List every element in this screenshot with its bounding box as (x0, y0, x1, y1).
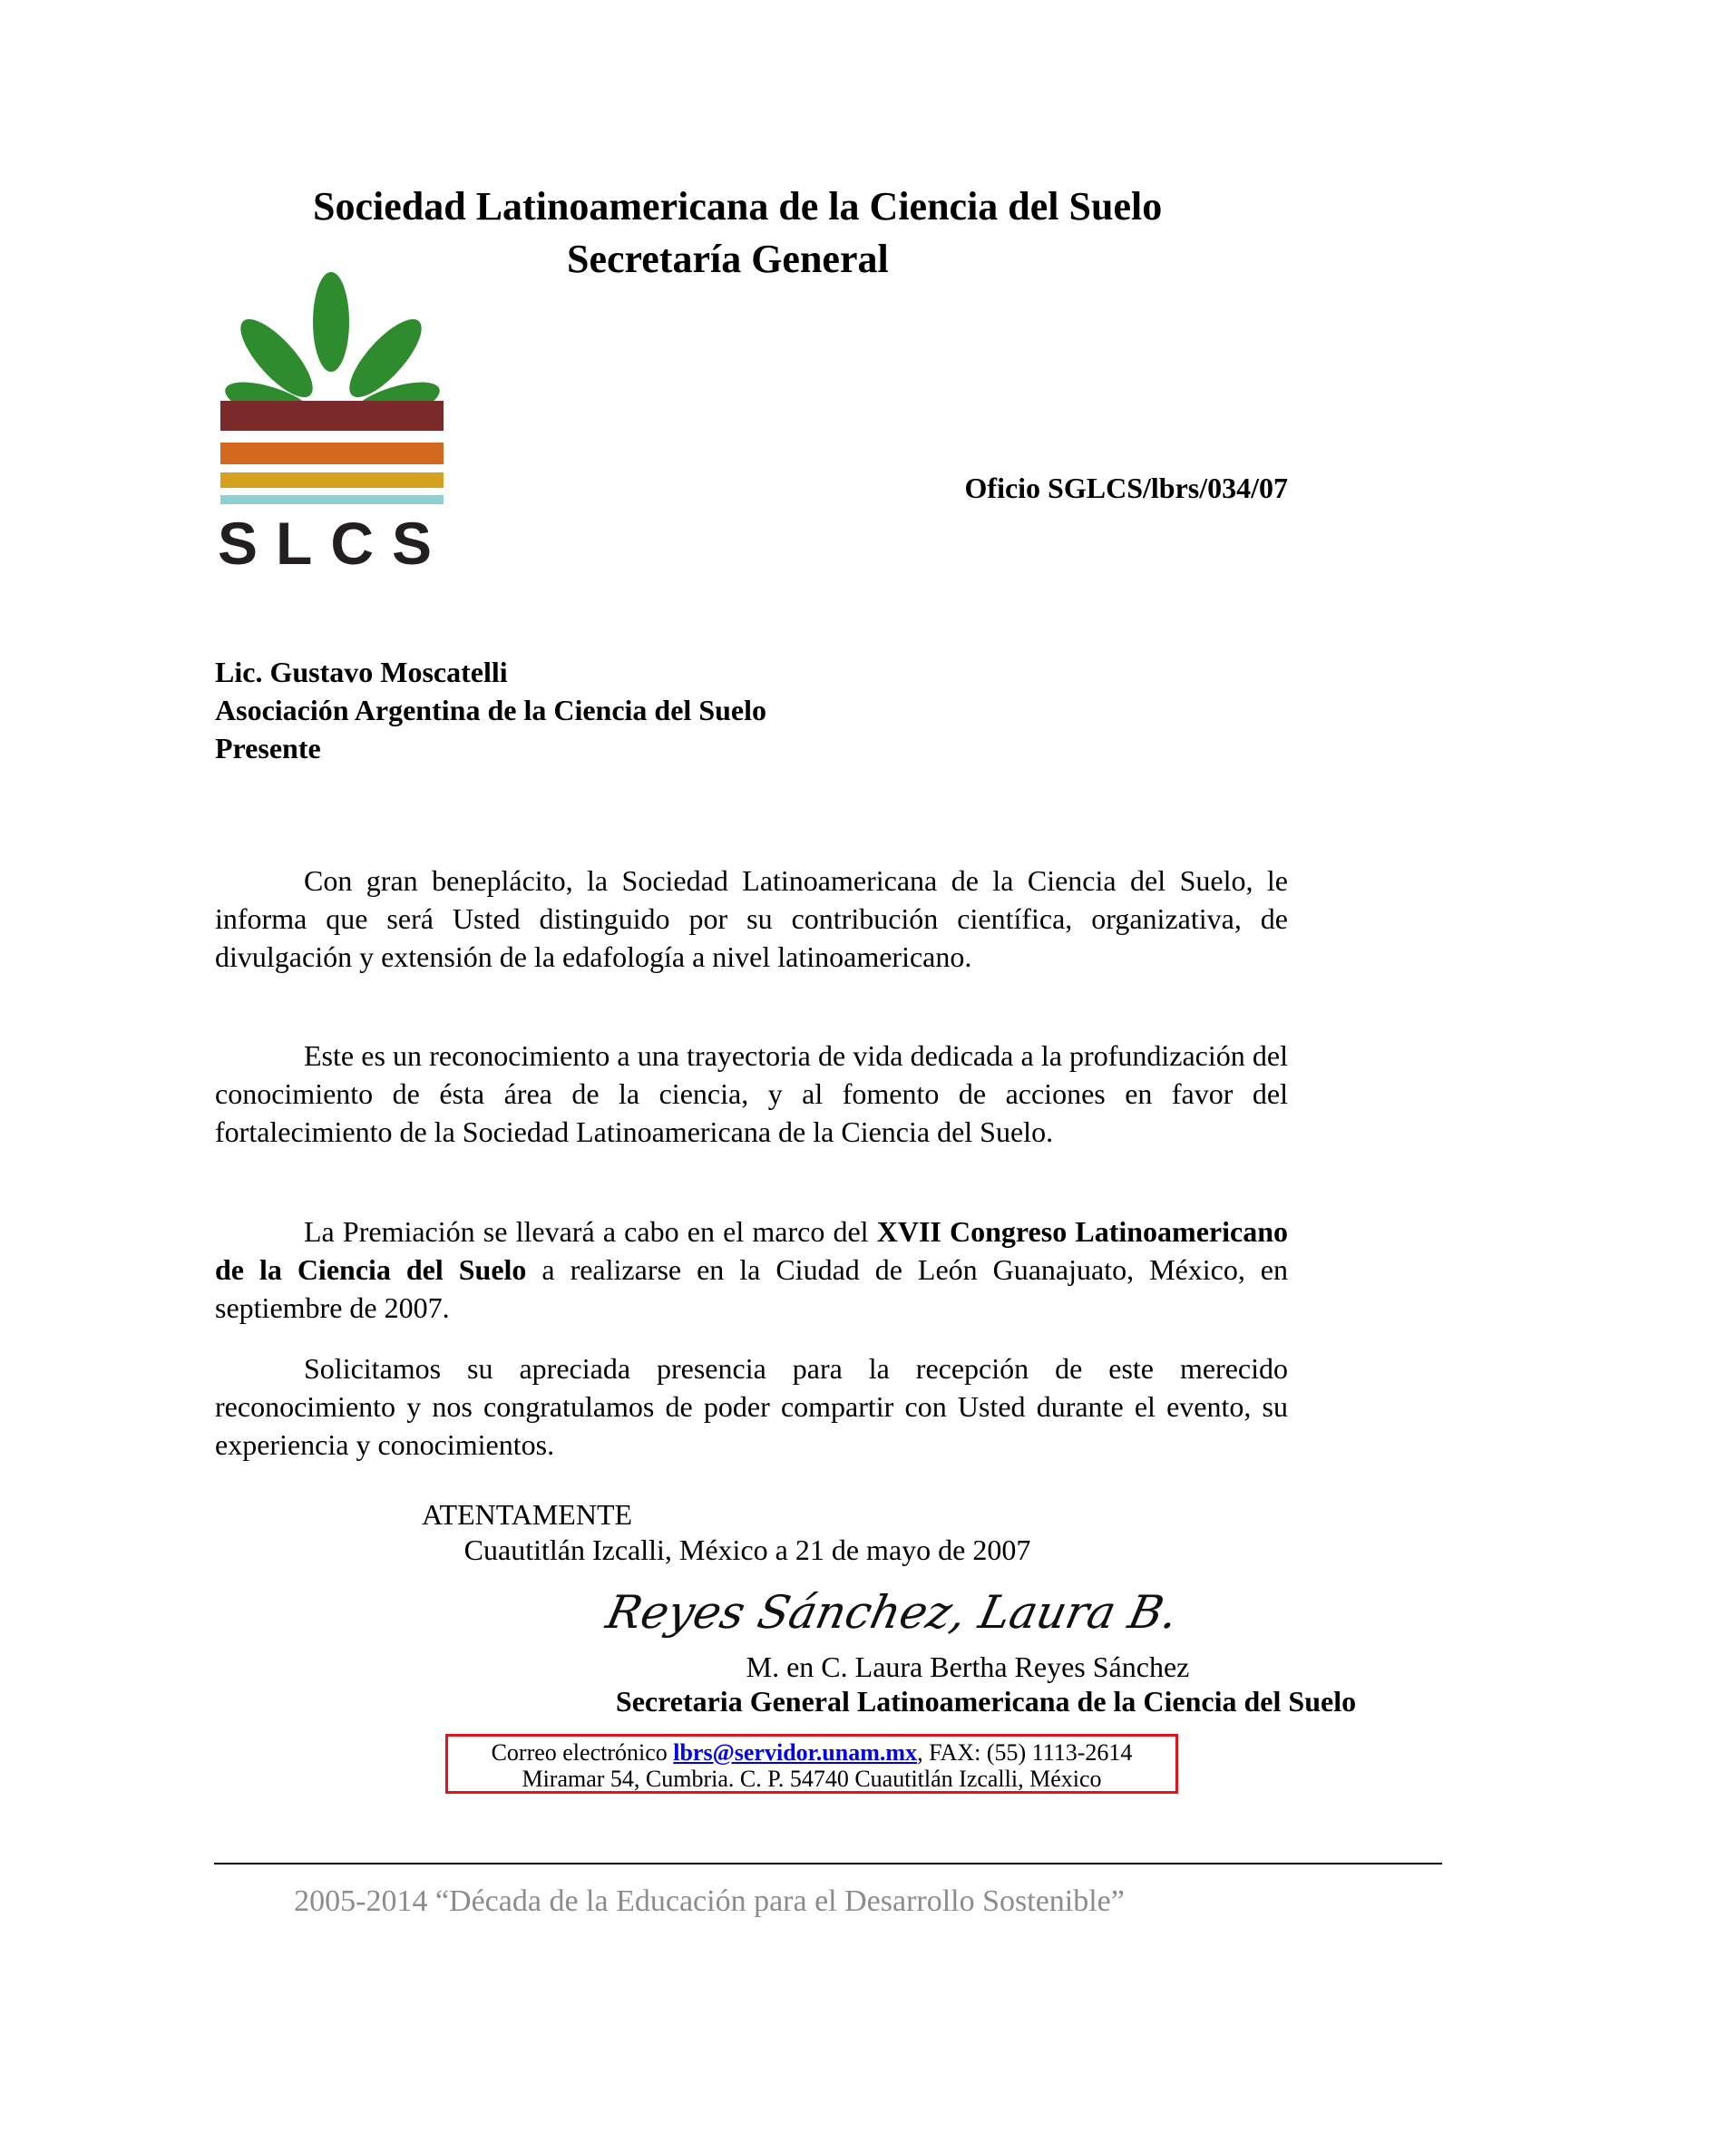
paragraph-4: Solicitamos su apreciada presencia para la recepción de este merecido reconocimiento y nos congratulamos de poder compartir con Usted durante el evento, su experiencia y conocimientos. (215, 1352, 1288, 1461)
recipient-organization: Asociación Argentina de la Ciencia del Suelo (215, 694, 766, 726)
place-date: Cuautitlán Izcalli, México a 21 de mayo de 2007 (463, 1533, 1031, 1566)
svg-text:Reyes Sánchez, Laura B.: Reyes Sánchez, Laura B. (601, 1585, 1184, 1639)
paragraph-2: Este es un reconocimiento a una trayectoria de vida dedicada a la profundización del conocimiento de ésta área de la ciencia, y al fomento de acciones en favor del fortalecimiento de la Sociedad Latinoamericana de la Ciencia del Suelo. (215, 1039, 1288, 1148)
footer-divider (214, 1863, 1442, 1864)
reference-number: Oficio SGLCS/lbrs/034/07 (964, 472, 1288, 504)
handwritten-signature (601, 1569, 1184, 1650)
contact-line-1: Correo electrónico lbrs@servidor.unam.mx, FAX: (55) 1113-2614 (491, 1739, 1133, 1766)
recipient-block (215, 653, 766, 767)
congress-name: XVII Congreso Latinoamericano de la Ciencia del Suelo (215, 1215, 1289, 1286)
signer-name: M. en C. Laura Bertha Reyes Sánchez (746, 1650, 1190, 1683)
contact-address: Miramar 54, Cumbria. C. P. 54740 Cuautitlán Izcalli, México (522, 1766, 1102, 1792)
salutation: Presente (215, 732, 321, 764)
contact-box (445, 1734, 1178, 1794)
recipient-name: Lic. Gustavo Moscatelli (215, 656, 508, 688)
department-title: Secretaría General (567, 237, 889, 281)
organization-title: Sociedad Latinoamericana de la Ciencia del Suelo (313, 184, 1163, 229)
paragraph-1: Con gran beneplácito, la Sociedad Latinoamericana de la Ciencia del Suelo, le informa que será Usted distinguido por su contribución científica, organizativa, de divulgación y extensión de la edafología a nivel latinoamericano. (215, 864, 1288, 973)
email-link[interactable]: lbrs@servidor.unam.mx (673, 1739, 918, 1766)
signer-title: Secretaria General Latinoamericana de la Ciencia del Suelo (615, 1685, 1357, 1718)
paragraph-3: La Premiación se llevará a cabo en el marco del XVII Congreso Latinoamericano de la Ciencia del Suelo a realizarse en la Ciudad de León Guanajuato, México, en septiembre de 2007. (215, 1215, 1289, 1324)
logo-text: SLCS (217, 510, 451, 577)
footer-motto: 2005-2014 “Década de la Educación para el Desarrollo Sostenible” (294, 1884, 1125, 1918)
closing-atentamente: ATENTAMENTE (421, 1498, 633, 1531)
slcs-logo (217, 272, 454, 577)
